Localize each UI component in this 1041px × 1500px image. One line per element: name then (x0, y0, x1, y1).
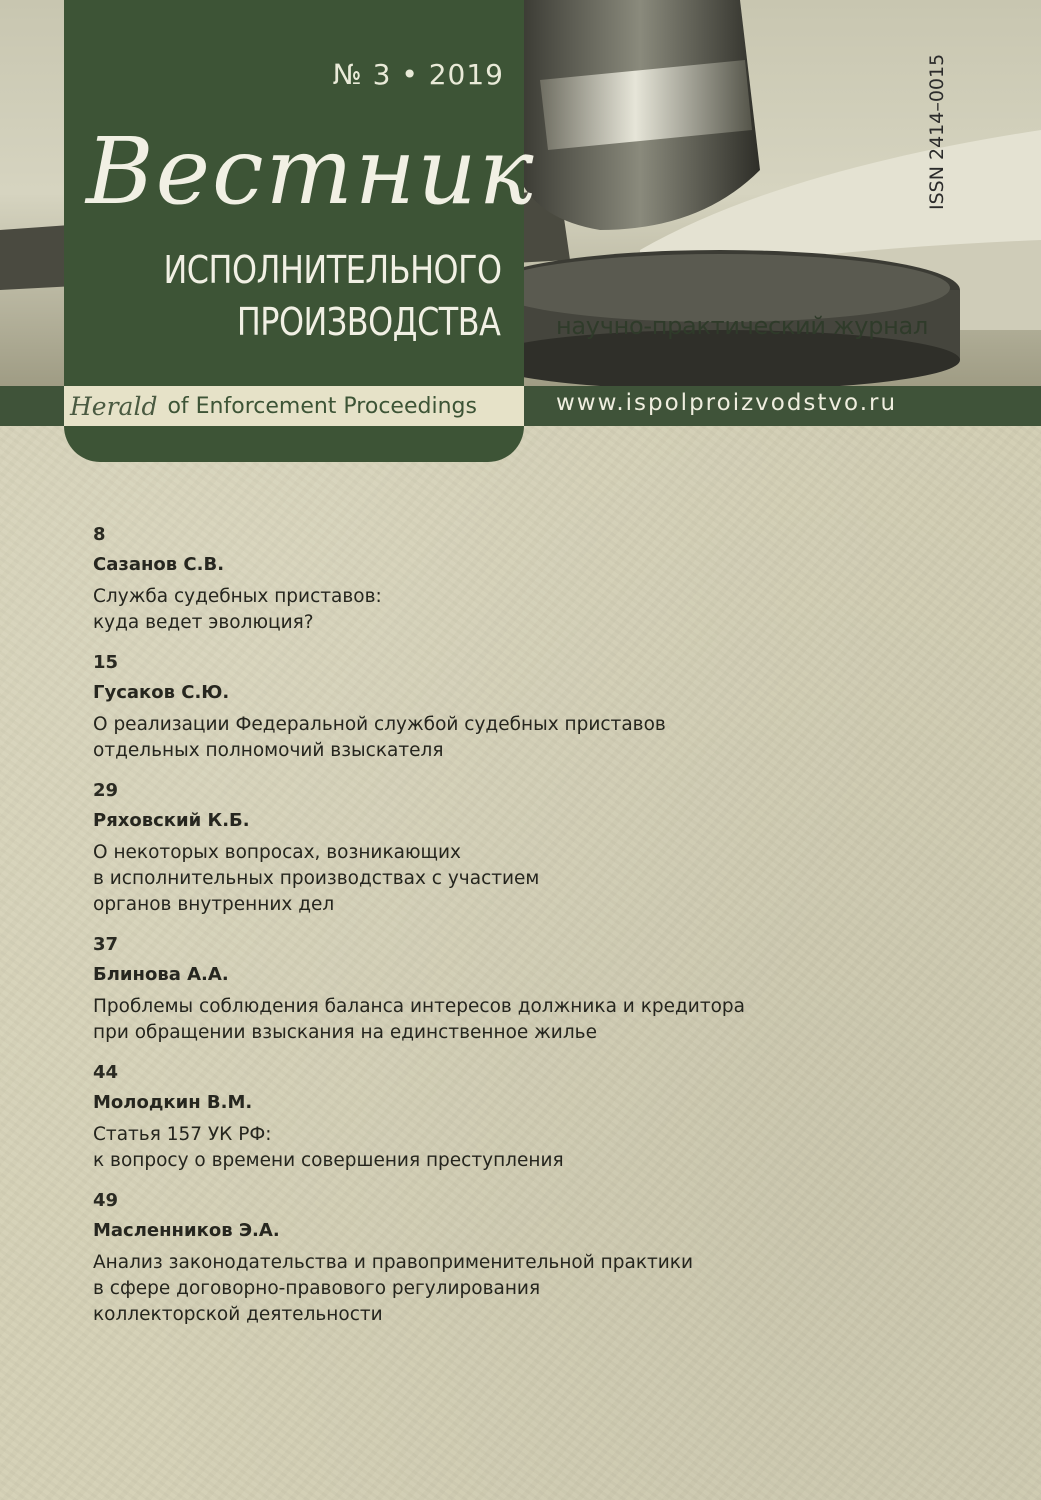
toc-entry (93, 648, 993, 764)
toc-title-line: Служба судебных приставов: (93, 586, 382, 607)
toc-title (93, 840, 993, 918)
issue-number: № 3 • 2019 (332, 58, 504, 91)
english-subtitle (64, 386, 524, 426)
toc-entry (93, 1058, 993, 1174)
journal-title-line-1: ИСПОЛНИТЕЛЬНОГО (163, 248, 502, 292)
toc-page-number: 15 (93, 652, 119, 673)
toc-entry (93, 930, 993, 1046)
toc-entry (93, 776, 993, 918)
toc-page-number: 44 (93, 1062, 119, 1083)
toc-author: Блинова А.А. (93, 964, 229, 985)
toc-author: Молодкин В.М. (93, 1092, 253, 1113)
toc-title-line: Проблемы соблюдения баланса интересов должника и кредитора (93, 996, 745, 1017)
toc-title-line: Статья 157 УК РФ: (93, 1124, 272, 1145)
journal-type: научно-практический журнал (556, 312, 928, 340)
toc-title-line: в сфере договорно-правового регулирования (93, 1278, 541, 1299)
toc-title-line: органов внутренних дел (93, 894, 335, 915)
toc-entry (93, 520, 993, 636)
toc-author: Масленников Э.А. (93, 1220, 280, 1241)
toc-title (93, 584, 993, 636)
toc-title-line: О реализации Федеральной службой судебных приставов (93, 714, 666, 735)
toc-entry (93, 1186, 993, 1328)
toc-page-number: 29 (93, 780, 119, 801)
toc-title (93, 1122, 993, 1174)
subtitle-script-word: Herald (70, 391, 158, 421)
toc-title-line: в исполнительных производствах с участием (93, 868, 540, 889)
toc-title-line: Анализ законодательства и правоприменительной практики (93, 1252, 693, 1273)
toc-title-line: при обращении взыскания на единственное жилье (93, 1022, 597, 1043)
toc-author: Гусаков С.Ю. (93, 682, 230, 703)
journal-title-script: Вестник (86, 118, 536, 225)
toc-author: Ряховский К.Б. (93, 810, 250, 831)
toc-title (93, 994, 993, 1046)
issn: ISSN 2414–0015 (926, 53, 948, 210)
toc-title (93, 1250, 993, 1328)
toc-title-line: коллекторской деятельности (93, 1304, 383, 1325)
toc-page-number: 37 (93, 934, 119, 955)
toc-page-number: 49 (93, 1190, 119, 1211)
title-panel-tab (64, 426, 524, 462)
journal-title-line-2: ПРОИЗВОДСТВА (236, 300, 500, 344)
table-of-contents (93, 520, 993, 1340)
toc-title-line: отдельных полномочий взыскателя (93, 740, 444, 761)
subtitle-rest: of Enforcement Proceedings (167, 393, 477, 419)
toc-page-number: 8 (93, 524, 106, 545)
toc-title-line: куда ведет эволюция? (93, 612, 314, 633)
toc-title-line: О некоторых вопросах, возникающих (93, 842, 461, 863)
toc-title (93, 712, 993, 764)
toc-title-line: к вопросу о времени совершения преступления (93, 1150, 564, 1171)
website-link[interactable]: www.ispolproizvodstvo.ru (556, 390, 898, 416)
toc-author: Сазанов С.В. (93, 554, 225, 575)
